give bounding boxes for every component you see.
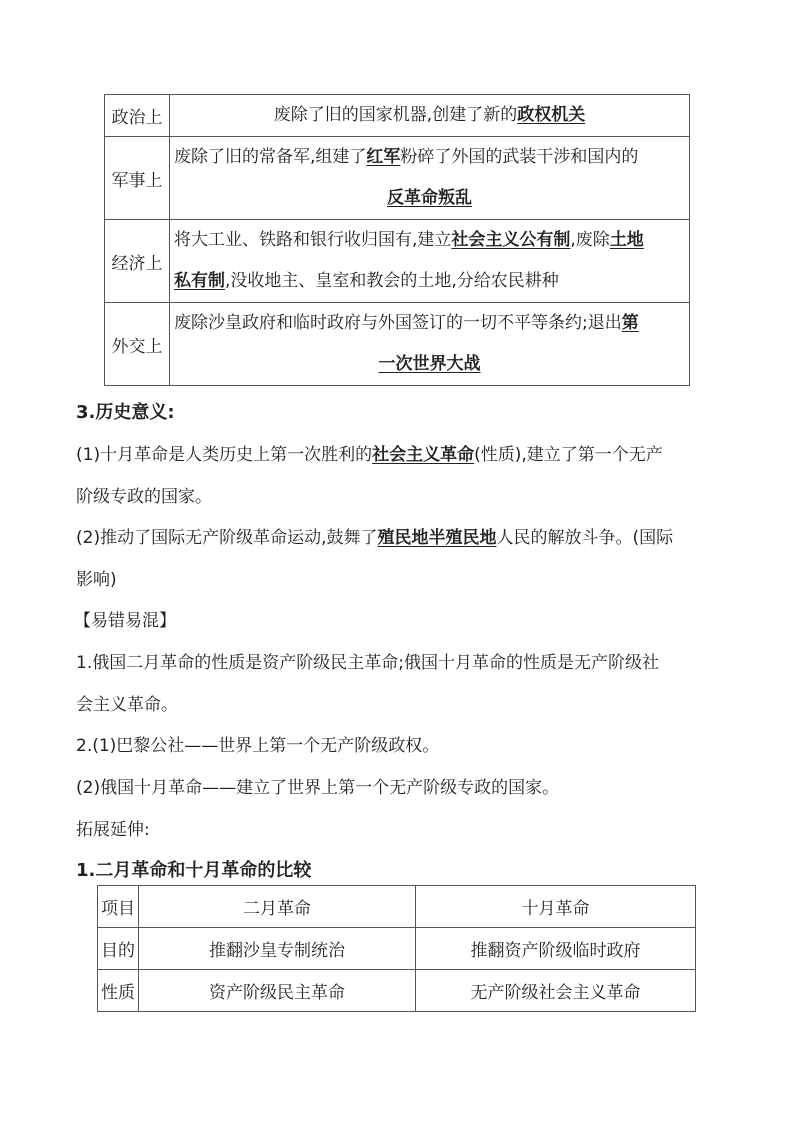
paragraph-line: 阶级专政的国家。: [76, 487, 212, 507]
row-content-diplomacy: [170, 303, 690, 386]
key-term: 土地: [609, 230, 644, 250]
confusion-heading: 【易错易混】: [74, 611, 176, 631]
table-row: [105, 95, 690, 137]
text-part: 废除沙皇政府和临时政府与外国签订的一切不平等条约;退出: [174, 313, 622, 333]
paragraph-line: 影响): [76, 570, 117, 590]
content-line: [174, 220, 685, 261]
table-row: [105, 220, 690, 303]
content-line: [174, 344, 685, 385]
table-cell: 推翻沙皇专制统治: [139, 928, 416, 970]
table-row: [98, 928, 696, 970]
text-part: ,废除: [570, 230, 610, 250]
key-term: 红军: [366, 147, 401, 167]
header-cell: 十月革命: [416, 886, 696, 928]
header-cell: 二月革命: [139, 886, 416, 928]
table-row: [105, 303, 690, 386]
key-term: 第: [621, 313, 639, 333]
key-term: 殖民地半殖民地: [377, 528, 497, 548]
content-line: [174, 261, 685, 302]
key-term: 一次世界大战: [378, 354, 481, 374]
table-cell: 目的: [98, 928, 139, 970]
row-header-military: 军事上: [105, 137, 170, 220]
row-content-politics: [170, 95, 690, 137]
row-header-politics: 政治上: [105, 95, 170, 137]
text-part: ,没收地主、皇室和教会的土地,分给农民耕种: [225, 271, 559, 291]
comparison-heading: 1.二月革命和十月革命的比较: [76, 860, 312, 881]
table-cell: 性质: [98, 970, 139, 1012]
key-term: 社会主义公有制: [451, 230, 571, 250]
table-header-row: [98, 886, 696, 928]
text-part: 废除了旧的国家机器,创建了新的: [273, 105, 518, 125]
text-part: 粉碎了外国的武装干涉和国内的: [400, 147, 639, 167]
extension-label: 拓展延伸:: [76, 820, 150, 840]
achievements-table: [104, 94, 690, 386]
comparison-table: [97, 885, 696, 1012]
text-part: 废除了旧的常备军,组建了: [174, 147, 367, 167]
text-part: 将大工业、铁路和银行收归国有,建立: [174, 230, 452, 250]
row-header-economy: 经济上: [105, 220, 170, 303]
paragraph-line: 会主义革命。: [76, 695, 178, 715]
table-cell: 资产阶级民主革命: [139, 970, 416, 1012]
table-row: [105, 137, 690, 220]
content-line: [174, 303, 685, 344]
paragraph-line: 1.俄国二月革命的性质是资产阶级民主革命;俄国十月革命的性质是无产阶级社: [76, 653, 659, 673]
key-term: 政权机关: [517, 105, 586, 125]
key-term: 私有制: [174, 271, 225, 291]
paragraph-line: 2.(1)巴黎公社——世界上第一个无产阶级政权。: [76, 736, 440, 756]
row-content-military: [170, 137, 690, 220]
text-part: (性质),建立了第一个无产: [474, 445, 663, 465]
key-term: 反革命叛乱: [387, 188, 472, 208]
row-content-economy: [170, 220, 690, 303]
content-line: [174, 137, 685, 178]
row-header-diplomacy: 外交上: [105, 303, 170, 386]
table-row: [98, 970, 696, 1012]
header-cell: 项目: [98, 886, 139, 928]
paragraph-line: [76, 523, 673, 548]
text-part: 人民的解放斗争。(国际: [496, 528, 674, 548]
table-cell: 无产阶级社会主义革命: [416, 970, 696, 1012]
text-part: (2)推动了国际无产阶级革命运动,鼓舞了: [76, 528, 378, 548]
section-heading-significance: 3.历史意义:: [76, 402, 175, 423]
content-line: [174, 178, 685, 219]
paragraph-line: [76, 440, 663, 465]
table-cell: 推翻资产阶级临时政府: [416, 928, 696, 970]
text-part: (1)十月革命是人类历史上第一次胜利的: [76, 445, 373, 465]
paragraph-line: (2)俄国十月革命——建立了世界上第一个无产阶级专政的国家。: [76, 778, 560, 798]
key-term: 社会主义革命: [372, 445, 475, 465]
